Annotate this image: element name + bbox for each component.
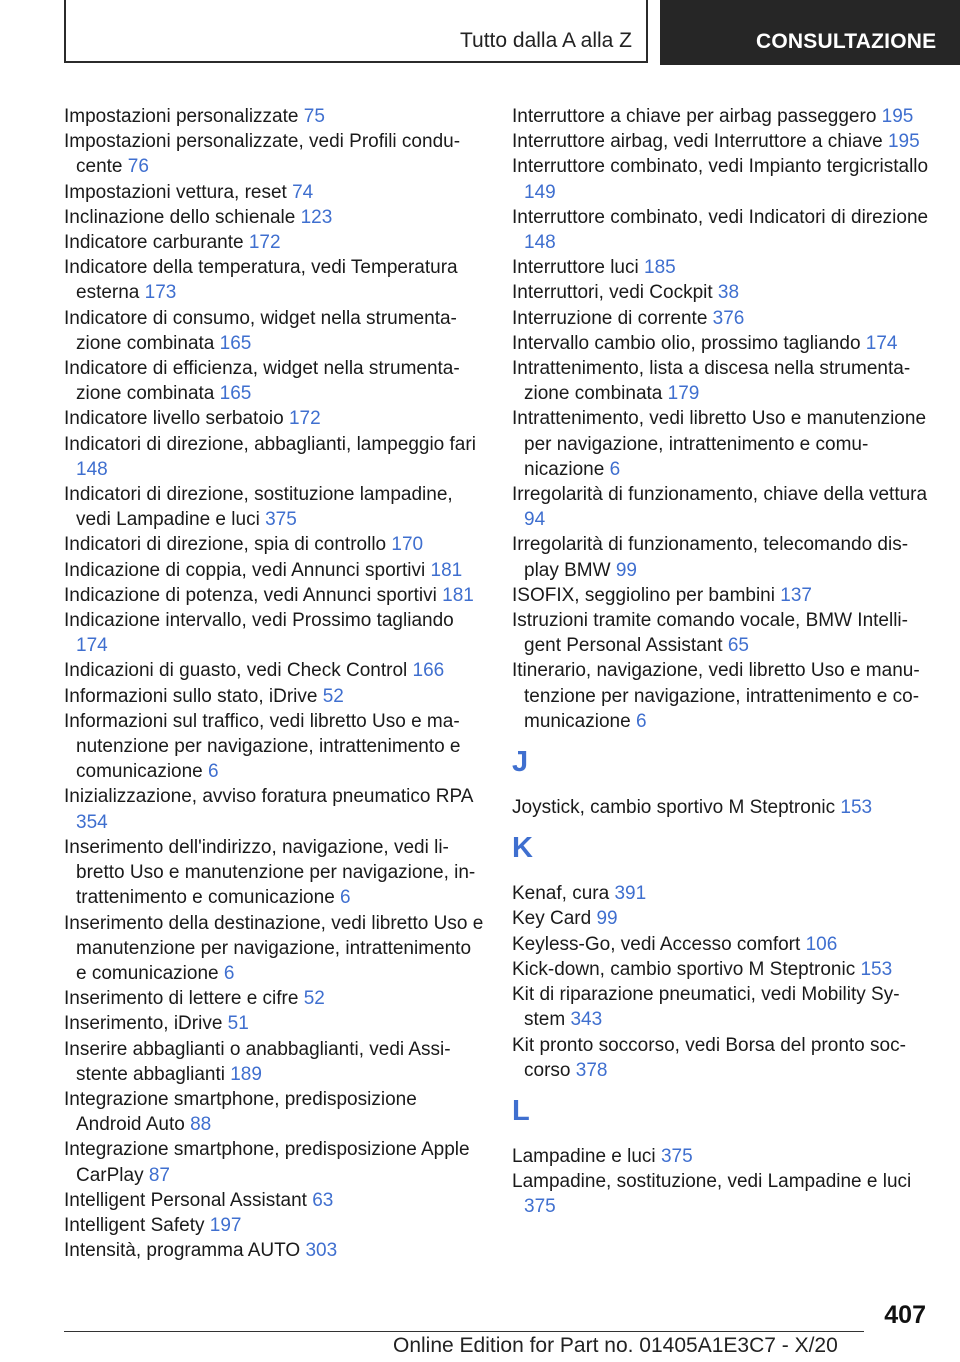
page-reference-link[interactable]: 172 — [248, 232, 281, 254]
page-reference-link[interactable]: 376 — [712, 307, 745, 329]
page-reference-link[interactable]: 106 — [805, 933, 838, 955]
index-entry-text: ISOFIX, seggiolino per bambini — [512, 584, 781, 606]
page-reference-link[interactable]: 6 — [223, 962, 235, 984]
page-reference-link[interactable]: 94 — [524, 509, 546, 531]
index-entry-text: Indicatore livello serbatoio — [64, 408, 289, 430]
page-reference-link[interactable]: 149 — [524, 181, 556, 203]
index-entry-text: Itinerario, navigazione, vedi libretto Uso e manutenzione per navigazione, intrattenimento e comunicazione — [512, 660, 920, 732]
index-entry — [512, 1144, 932, 1169]
page-reference-link[interactable]: 174 — [76, 635, 108, 657]
index-entry-text: Interruzione di corrente — [512, 307, 713, 329]
index-entry-text: Interruttore combinato, vedi Indicatori di direzione — [512, 206, 929, 228]
page-reference-link[interactable]: 88 — [190, 1114, 212, 1136]
index-entry-text: Impostazioni personalizzate — [64, 106, 304, 127]
index-entry — [64, 230, 484, 255]
index-entry — [512, 906, 932, 931]
page-reference-link[interactable]: 303 — [305, 1240, 338, 1262]
index-entry — [64, 306, 484, 356]
page-reference-link[interactable]: 153 — [840, 797, 873, 819]
index-entry — [64, 129, 484, 179]
index-entry — [64, 583, 484, 608]
index-entry — [512, 795, 932, 820]
index-entry-text: Lampadine e luci — [512, 1145, 661, 1167]
page-reference-link[interactable]: 179 — [667, 383, 700, 405]
index-entry-text: Indicatore della temperatura, vedi Temperatura esterna — [64, 257, 458, 304]
page-reference-link[interactable]: 6 — [208, 761, 219, 783]
chapter-tab-label: CONSULTAZIONE — [756, 30, 937, 53]
index-entry — [64, 255, 484, 305]
index-entry — [512, 982, 932, 1032]
index-entry — [512, 406, 932, 482]
index-entry-text: Interruttori, vedi Cockpit — [512, 282, 718, 304]
index-column-right — [512, 104, 932, 1220]
index-entry — [64, 1213, 484, 1238]
page-reference-link[interactable]: 343 — [570, 1009, 603, 1031]
page-reference-link[interactable]: 391 — [614, 883, 647, 905]
index-entry — [64, 784, 484, 834]
index-entry — [64, 709, 484, 785]
index-entry — [64, 986, 484, 1011]
index-entry-text: Indicazione di coppia, vedi Annunci sportivi — [64, 559, 431, 581]
section-title: Tutto dalla A alla Z — [460, 29, 632, 52]
page-reference-link[interactable]: 378 — [575, 1059, 608, 1081]
index-entry-text: Indicatori di direzione, abbaglianti, lampeggio fari — [64, 433, 476, 455]
page-reference-link[interactable]: 99 — [596, 908, 618, 930]
page-reference-link[interactable]: 375 — [524, 1196, 556, 1218]
index-entry-text: Indicatori di direzione, sostituzione lampadine, vedi Lampadine e luci — [64, 484, 453, 531]
page-reference-link[interactable]: 165 — [219, 383, 252, 405]
index-entry — [64, 684, 484, 709]
index-entry-text: Key Card — [512, 908, 597, 930]
index-entry — [512, 129, 932, 154]
index-entry-text: Indicatore carburante — [64, 232, 249, 254]
index-entry-text: Informazioni sullo stato, iDrive — [64, 685, 323, 707]
index-entry — [512, 255, 932, 280]
page-reference-link[interactable]: 87 — [148, 1164, 170, 1186]
index-entry-text: Inclinazione dello schienale — [64, 206, 301, 228]
index-entry — [512, 1169, 932, 1219]
index-entry-text: Interruttore combinato, vedi Impianto tergicristallo — [512, 156, 929, 178]
page-reference-link[interactable]: 174 — [865, 332, 898, 354]
index-entry-text: Indicazione intervallo, vedi Prossimo tagliando — [64, 610, 454, 632]
page-reference-link[interactable]: 375 — [660, 1145, 693, 1167]
index-entry-text: Keyless-Go, vedi Accesso comfort — [512, 933, 806, 955]
page-reference-link[interactable]: 181 — [442, 584, 474, 606]
page-reference-link[interactable]: 170 — [391, 534, 424, 556]
index-entry-text: Irregolarità di funzionamento, telecomando display BMW — [512, 534, 909, 581]
index-entry-text: Inserire abbaglianti o anabbaglianti, vedi Assistente abbaglianti — [64, 1038, 451, 1085]
index-entry-text: Interruttore luci — [512, 257, 644, 279]
page-reference-link[interactable]: 99 — [615, 559, 637, 581]
index-letter-heading: K — [512, 832, 533, 865]
index-entry — [64, 835, 484, 911]
index-entry-text: Lampadine, sostituzione, vedi Lampadine e luci — [512, 1171, 912, 1193]
index-letter-heading: L — [512, 1094, 530, 1127]
page-reference-link[interactable]: 38 — [717, 282, 740, 304]
index-entry-text: Intensità, programma AUTO — [64, 1240, 306, 1262]
page-reference-link[interactable]: 51 — [227, 1013, 249, 1035]
index-entry-text: Integrazione smartphone, predisposizione Android Auto — [64, 1088, 417, 1136]
page-reference-link[interactable]: 52 — [303, 988, 325, 1010]
index-entry — [64, 1188, 484, 1213]
page-reference-link[interactable]: 173 — [144, 282, 177, 304]
index-entry — [64, 356, 484, 406]
footer-edition-text: Online Edition for Part no. 01405A1E3C7 - X/20 — [393, 1334, 838, 1357]
page-reference-link[interactable]: 195 — [881, 106, 914, 127]
index-entry-text: Informazioni sul traffico, vedi libretto Uso e manutenzione per navigazione, intrattenimento e comunicazione — [64, 710, 461, 783]
index-entry-text: Indicatore di consumo, widget nella strumentazione combinata — [64, 307, 457, 354]
index-entry-text: Inserimento, iDrive — [64, 1013, 228, 1035]
index-entry-text: Kick-down, cambio sportivo M Steptronic — [512, 958, 861, 980]
page-reference-link[interactable]: 148 — [76, 458, 108, 480]
header-section-box — [64, 0, 648, 63]
index-entry-text: Indicazione di potenza, vedi Annunci sportivi — [64, 584, 443, 606]
page-reference-link[interactable]: 63 — [312, 1189, 334, 1211]
index-entry — [64, 658, 484, 683]
index-entry-text: Impostazioni vettura, reset — [64, 181, 293, 203]
page-reference-link[interactable]: 172 — [288, 408, 321, 430]
page-reference-link[interactable]: 137 — [780, 584, 812, 606]
page-reference-link[interactable]: 189 — [230, 1063, 262, 1085]
index-column-left — [64, 104, 484, 1263]
page-number: 407 — [884, 1301, 926, 1329]
page-reference-link[interactable]: 123 — [300, 206, 333, 228]
index-entry-text: Intelligent Safety — [64, 1214, 210, 1236]
index-entry-text: Interruttore a chiave per airbag passeggero — [512, 106, 882, 127]
page-reference-link[interactable]: 6 — [609, 458, 621, 480]
index-entry-text: Kenaf, cura — [512, 883, 615, 905]
page-reference-link[interactable]: 195 — [887, 131, 920, 153]
index-entry-text: Impostazioni personalizzate, vedi Profili conducente — [64, 131, 461, 178]
index-entry — [512, 608, 932, 658]
index-entry — [64, 911, 484, 987]
index-entry — [512, 583, 932, 608]
index-entry — [512, 356, 932, 406]
page-reference-link[interactable]: 181 — [430, 559, 463, 581]
index-entry — [512, 957, 932, 982]
index-entry-text: Intrattenimento, lista a discesa nella strumentazione combinata — [512, 358, 911, 405]
page-reference-link[interactable]: 375 — [265, 509, 297, 531]
index-entry — [64, 532, 484, 557]
index-entry-text: Integrazione smartphone, predisposizione Apple CarPlay — [64, 1139, 470, 1186]
index-entry — [64, 608, 484, 658]
page-reference-link[interactable]: 6 — [635, 710, 647, 732]
index-entry-text: Kit di riparazione pneumatici, vedi Mobility System — [512, 984, 900, 1031]
index-entry-text: Irregolarità di funzionamento, chiave della vettura — [512, 484, 928, 506]
index-entry — [512, 104, 932, 129]
page-reference-link[interactable]: 76 — [127, 156, 149, 178]
page-reference-link[interactable]: 75 — [303, 106, 325, 127]
index-entry-text: Indicatori di direzione, spia di controllo — [64, 534, 392, 556]
index-entry — [512, 154, 932, 204]
index-entry-text: Istruzioni tramite comando vocale, BMW Intelligent Personal Assistant — [512, 610, 908, 657]
page-reference-link[interactable]: 354 — [76, 811, 108, 833]
page-reference-link[interactable]: 185 — [644, 257, 676, 279]
index-entry — [64, 1238, 484, 1263]
index-entry — [64, 482, 484, 532]
index-entry — [512, 658, 932, 734]
index-entry-text: Indicatore di efficienza, widget nella strumentazione combinata — [64, 358, 460, 405]
index-entry — [64, 558, 484, 583]
page-reference-link[interactable]: 74 — [292, 181, 314, 203]
index-letter-heading: J — [512, 746, 529, 779]
index-entry-text: Inserimento della destinazione, vedi libretto Uso e manutenzione per navigazione, intrattenimento e comunicazione — [64, 912, 484, 984]
index-entry — [64, 1087, 484, 1137]
page-reference-link[interactable]: 166 — [412, 660, 445, 682]
index-entry-text: Intervallo cambio olio, prossimo tagliando — [512, 332, 866, 354]
index-entry — [64, 1137, 484, 1187]
index-entry — [64, 205, 484, 230]
index-entry-text: Intrattenimento, vedi libretto Uso e manutenzione per navigazione, intrattenimento e comunicazione — [512, 408, 927, 480]
page-reference-link[interactable]: 197 — [209, 1214, 242, 1236]
page-reference-link[interactable]: 52 — [322, 685, 344, 707]
index-entry-text: Intelligent Personal Assistant — [64, 1189, 313, 1211]
index-entry — [512, 331, 932, 356]
index-entry — [64, 1011, 484, 1036]
index-entry — [512, 280, 932, 305]
index-entry — [512, 482, 932, 532]
index-entry — [512, 532, 932, 582]
page-reference-link[interactable]: 6 — [340, 887, 351, 909]
index-entry-text: Inizializzazione, avviso foratura pneumatico RPA — [64, 786, 473, 808]
index-entry-text: Joystick, cambio sportivo M Steptronic — [512, 797, 841, 819]
index-entry — [64, 104, 484, 129]
index-entry-text: Kit pronto soccorso, vedi Borsa del pronto soccorso — [512, 1034, 906, 1081]
page-reference-link[interactable]: 65 — [727, 635, 749, 657]
index-entry — [64, 432, 484, 482]
index-entry — [512, 1033, 932, 1083]
index-entry — [512, 205, 932, 255]
index-entry-text: Interruttore airbag, vedi Interruttore a chiave — [512, 131, 888, 153]
page-reference-link[interactable]: 153 — [860, 958, 893, 980]
index-entry — [512, 881, 932, 906]
index-entry — [64, 406, 484, 431]
index-entry — [512, 306, 932, 331]
index-entry-text: Indicazioni di guasto, vedi Check Control — [64, 660, 413, 682]
index-entry-text: Inserimento di lettere e cifre — [64, 988, 304, 1010]
index-entry — [64, 180, 484, 205]
index-entry — [512, 932, 932, 957]
chapter-tab — [660, 0, 960, 65]
footer-divider — [64, 1331, 864, 1332]
page-reference-link[interactable]: 148 — [524, 232, 556, 254]
index-entry-text: Inserimento dell'indirizzo, navigazione, vedi libretto Uso e manutenzione per navigazione, intrattenimento e comunicazione — [64, 836, 476, 909]
index-entry — [64, 1037, 484, 1087]
page-reference-link[interactable]: 165 — [219, 332, 252, 354]
